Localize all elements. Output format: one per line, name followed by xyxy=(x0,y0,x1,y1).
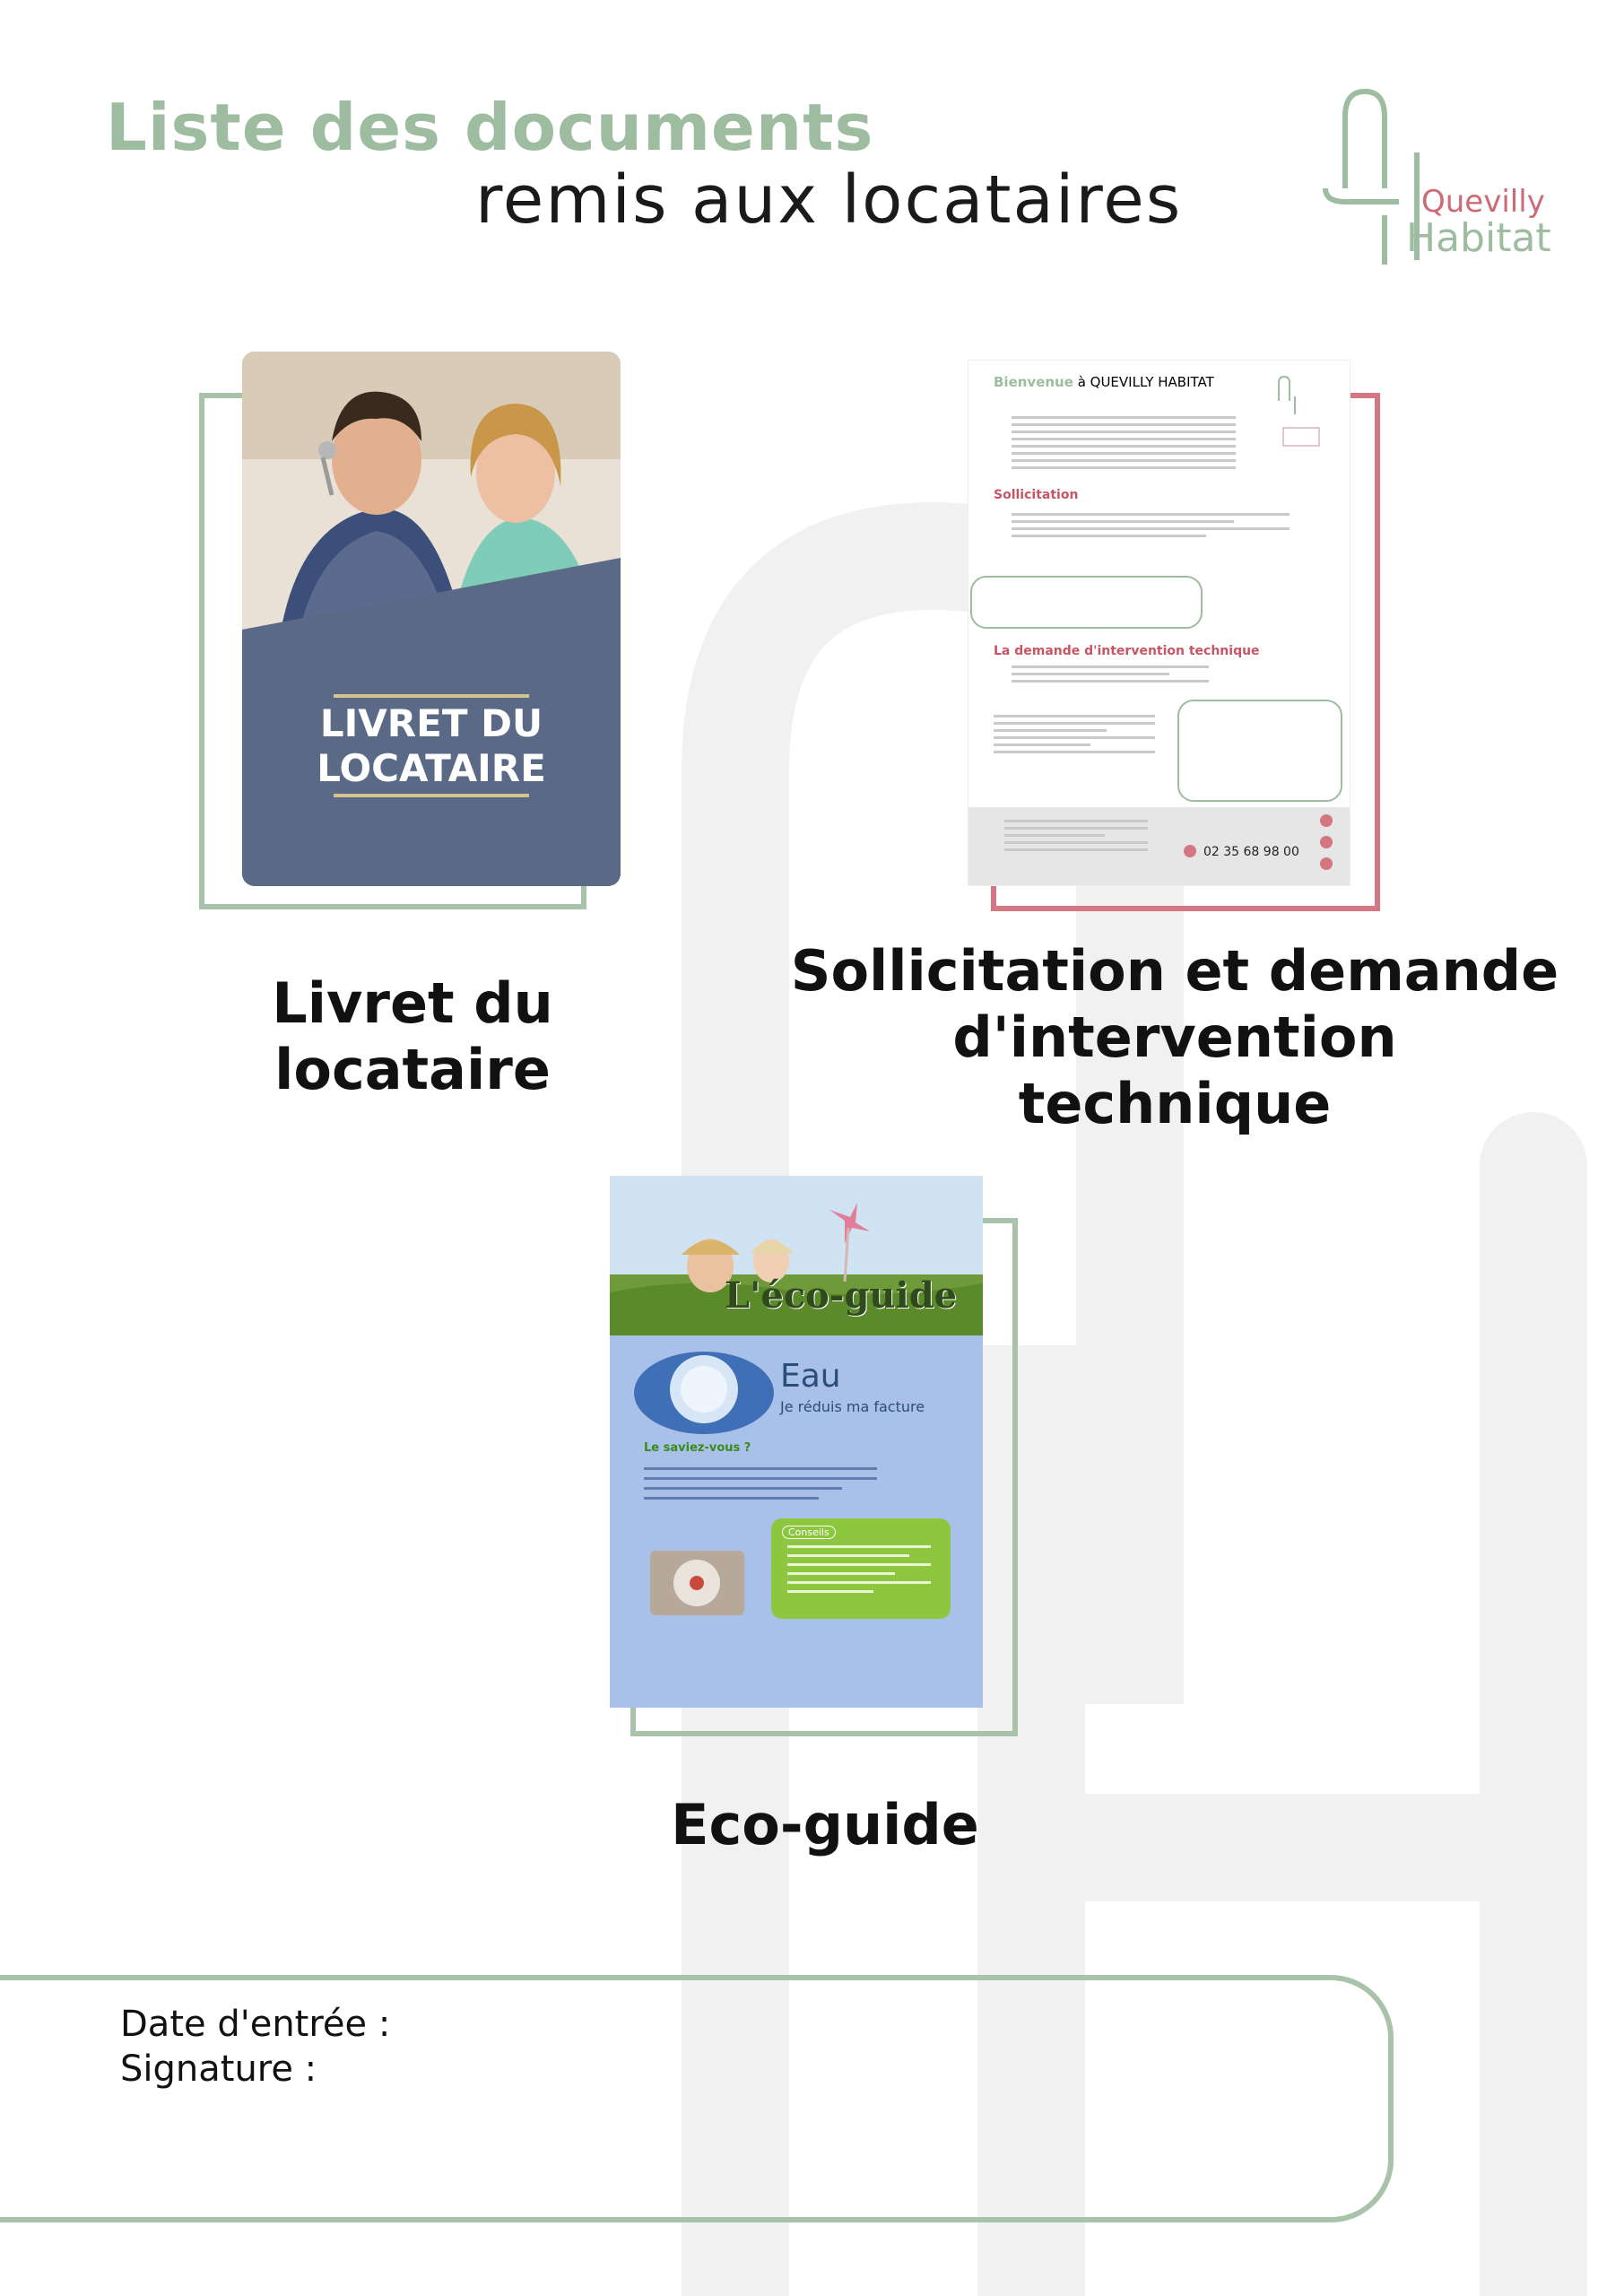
eco-guide-tips-label: Conseils xyxy=(782,1526,836,1539)
eco-guide-facts-text xyxy=(644,1467,877,1507)
page-title-line2: remis aux locataires xyxy=(475,161,1183,239)
mini-logo-icon xyxy=(1270,374,1333,455)
eco-guide-cover xyxy=(610,1176,983,1708)
sollicitation-agencies-text xyxy=(994,715,1155,758)
livret-rule-top xyxy=(334,694,529,698)
livret-cover-title xyxy=(242,701,621,791)
sollicitation-caption-line2: d'intervention technique xyxy=(952,1004,1397,1136)
logo-text-quevilly: Quevilly xyxy=(1421,184,1545,220)
sollicitation-caption xyxy=(789,938,1560,1137)
sollicitation-title-rest: à QUEVILLY HABITAT xyxy=(1073,374,1214,390)
sollicitation-footer-text xyxy=(1004,820,1148,856)
sollicitation-title-accent: Bienvenue xyxy=(994,374,1073,390)
sollicitation-note-box xyxy=(970,576,1203,629)
eco-guide-question: Le saviez-vous ? xyxy=(644,1441,751,1455)
livret-cover-line1: LIVRET DU xyxy=(319,701,543,745)
sollicitation-section2-text xyxy=(1012,665,1209,687)
sollicitation-hours-box xyxy=(1177,700,1342,802)
eco-guide-subheading: Je réduis ma facture xyxy=(780,1398,925,1415)
livret-caption: Livret du locataire xyxy=(272,970,553,1102)
sollicitation-caption-line1: Sollicitation et demande xyxy=(790,938,1559,1004)
signature-label: Signature : xyxy=(120,2048,317,2090)
water-meter-photo xyxy=(650,1551,744,1615)
sollicitation-section1-text xyxy=(1012,513,1290,542)
eco-guide-tips-text xyxy=(787,1545,931,1599)
shower-head-icon xyxy=(632,1346,776,1436)
livret-rule-bottom xyxy=(334,794,529,797)
eco-guide-heading: Eau xyxy=(780,1358,841,1395)
page-title-line1: Liste des documents xyxy=(106,90,874,165)
eco-guide-caption: Eco-guide xyxy=(671,1792,979,1857)
livret-cover-line2: LOCATAIRE xyxy=(317,746,546,790)
sollicitation-footer xyxy=(968,807,1350,885)
sollicitation-cover-title xyxy=(994,374,1214,390)
sollicitation-section2-heading: La demande d'intervention technique xyxy=(994,644,1260,658)
sollicitation-phone: 02 35 68 98 00 xyxy=(1203,845,1299,859)
sollicitation-intro-text xyxy=(1012,416,1236,474)
logo-text-habitat: Habitat xyxy=(1406,215,1551,261)
facebook-icon xyxy=(1320,814,1333,827)
eco-guide-brand: L'éco-guide xyxy=(725,1274,958,1317)
eco-guide-tips-bubble xyxy=(771,1518,951,1619)
instagram-icon xyxy=(1320,857,1333,870)
livret-cover xyxy=(242,352,621,886)
quevilly-habitat-logo xyxy=(1300,81,1551,274)
phone-icon xyxy=(1184,845,1196,857)
entry-date-label: Date d'entrée : xyxy=(120,2004,391,2045)
sollicitation-cover xyxy=(968,361,1350,885)
sollicitation-section1-heading: Sollicitation xyxy=(994,488,1079,502)
linkedin-icon xyxy=(1320,836,1333,848)
